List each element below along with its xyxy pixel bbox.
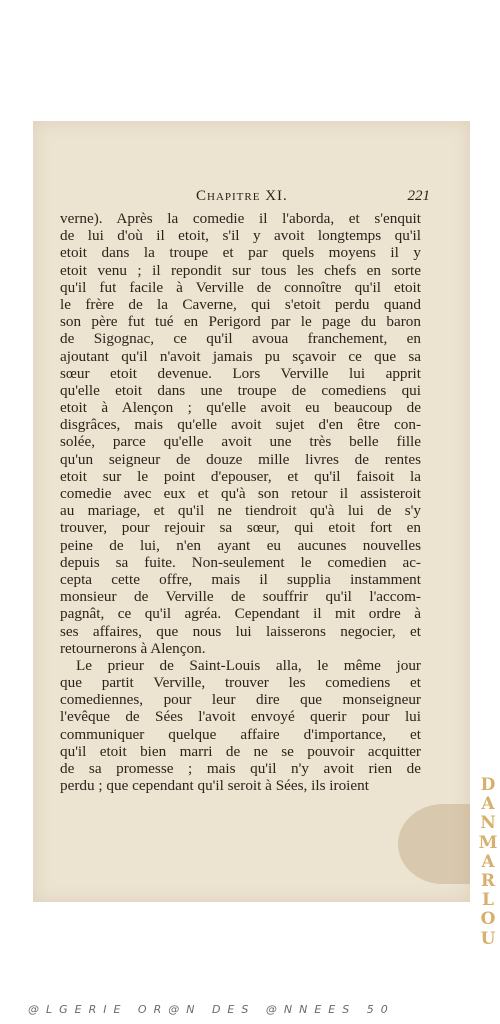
text-line: verne). Après la comedie il l'aborda, et s'enquit — [60, 210, 421, 227]
text-line: monsieur de Verville de souffrir qu'il l'accom- — [60, 588, 421, 606]
page-number: 221 — [407, 188, 430, 204]
text-line: le frère de la Caverne, qui s'etoit perdu quand — [60, 295, 421, 313]
book-page — [33, 121, 470, 902]
chapter-title: Chapitre XI. — [196, 188, 288, 204]
text-line: disgrâces, mais qu'elle avoit sujet d'en être con- — [60, 416, 421, 434]
text-line: etoit à Alençon ; qu'elle avoit eu beaucoup de — [60, 399, 421, 417]
body-text — [60, 210, 421, 794]
text-line: communiquer quelque affaire d'importance, et — [60, 725, 421, 743]
text-line: qu'elle etoit dans une troupe de comediens qui — [60, 381, 421, 399]
text-line: trouver, pour rejouir sa sœur, qui etoit fort en — [60, 519, 421, 537]
text-line: sœur etoit devenue. Lors Verville lui apprit — [60, 364, 421, 382]
text-line: solée, parce qu'elle avoit une très belle fille — [60, 433, 421, 451]
text-line: perdu ; que cependant qu'il seroit à Sées, ils iroient — [60, 777, 369, 795]
text-line: de sa promesse ; mais qu'il n'y avoit rien de — [60, 760, 421, 777]
text-line: peine de lui, n'en ayant eu aucunes nouvelles — [60, 536, 421, 554]
text-line: que partit Verville, trouver les comediens et — [60, 674, 421, 692]
text-line: de Sigognac, ce qu'il avoua franchement, en — [60, 330, 421, 348]
text-line: depuis sa fuite. Non-seulement le comedien ac- — [60, 553, 421, 571]
text-line: de lui d'où il etoit, s'il y avoit longtemps qu'il — [60, 227, 421, 245]
text-line: etoit venu ; il repondit sur tous les chefs en sorte — [60, 261, 421, 279]
text-line: comediennes, pour leur dire que monseigneur — [60, 691, 421, 709]
text-line: etoit dans la troupe et par quels moyens il y — [60, 244, 421, 262]
text-line: etoit sur le point d'epouser, et qu'il faisoit la — [60, 467, 421, 485]
text-line: qu'il etoit bien marri de ne se pouvoir acquitter — [60, 742, 421, 760]
text-line: au mariage, et qu'il ne tiendroit qu'à lui de s'y — [60, 502, 421, 520]
text-line: l'evêque de Sées l'avoit envoyé querir pour lui — [60, 708, 421, 726]
text-line: qu'un seigneur de douze mille livres de rentes — [60, 450, 421, 468]
text-line: Le prieur de Saint-Louis alla, le même jour — [76, 656, 421, 674]
bottom-watermark: @LGERIE OR@N DES @NNEES 50 — [28, 1003, 395, 1016]
vertical-watermark: DANMARLOU — [478, 775, 498, 949]
text-line: qu'il fut facile à Verville de connoître qu'il etoit — [60, 278, 421, 296]
text-line: cepta cette offre, mais il supplia instamment — [60, 570, 421, 588]
text-line: pagnât, ce qu'il agréa. Cependant il mit ordre à — [60, 605, 421, 623]
text-line: retournerons à Alençon. — [60, 639, 206, 657]
running-header — [61, 188, 430, 208]
text-line: comedie avec eux et qu'à son retour il assisteroit — [60, 485, 421, 502]
text-line: son père fut tué en Perigord par le page du baron — [60, 313, 421, 331]
text-line: ses affaires, que nous lui laisserons negocier, et — [60, 622, 421, 640]
text-line: ajoutant qu'il n'avoit jamais pu sçavoir ce que sa — [60, 347, 421, 365]
